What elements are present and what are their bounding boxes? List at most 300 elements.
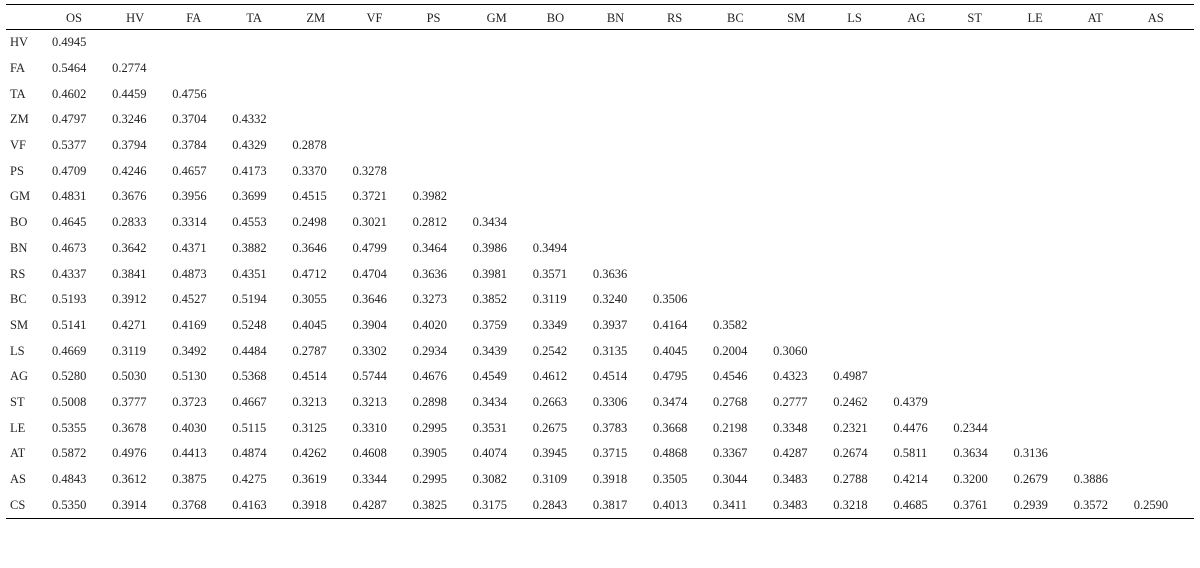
matrix-cell: 0.3875 [172,472,207,487]
matrix-cell: 0.3777 [112,394,147,409]
matrix-cell: 0.4323 [773,369,808,384]
matrix-cell: 0.3349 [532,317,568,332]
table-row [6,415,1194,441]
matrix-cell: 0.4976 [112,446,147,461]
matrix-cell [893,338,953,364]
matrix-cell: 0.3619 [292,472,327,487]
matrix-cell: 0.3021 [352,215,387,230]
matrix-cell [413,81,473,107]
matrix-cell: 0.5350 [52,497,87,512]
matrix-cell [1014,133,1074,159]
matrix-cell [773,287,833,313]
table-row [6,81,1194,107]
column-header: AS [1147,10,1164,25]
matrix-cell: 0.2198 [713,420,748,435]
matrix-cell: 0.3761 [953,497,988,512]
header-row [6,5,1194,30]
matrix-cell [1134,107,1194,133]
matrix-cell [833,338,893,364]
matrix-cell [893,81,953,107]
matrix-cell: 0.4799 [352,240,387,255]
matrix-cell: 0.3886 [1073,472,1108,487]
matrix-cell: 0.3411 [713,497,747,512]
matrix-cell [893,30,953,56]
matrix-cell: 0.3213 [292,394,327,409]
matrix-cell [1074,30,1134,56]
matrix-cell: 0.3721 [352,189,387,204]
matrix-cell [413,56,473,82]
matrix-cell: 0.2898 [412,394,447,409]
matrix-cell [653,81,713,107]
matrix-cell [953,261,1013,287]
row-label: RS [10,266,26,281]
matrix-cell [893,184,953,210]
matrix-cell [593,133,653,159]
matrix-cell: 0.3918 [592,472,628,487]
matrix-cell [773,30,833,56]
matrix-cell: 0.4987 [833,369,868,384]
matrix-cell [653,261,713,287]
matrix-cell [1014,364,1074,390]
matrix-cell [352,30,412,56]
matrix-cell [773,210,833,236]
table-row [6,236,1194,262]
matrix-cell: 0.5248 [232,317,267,332]
matrix-cell [473,184,533,210]
matrix-cell: 0.3246 [112,112,147,127]
matrix-cell: 0.3981 [472,266,508,281]
matrix-cell: 0.4337 [52,266,87,281]
matrix-cell [713,287,773,313]
matrix-cell: 0.3213 [352,394,387,409]
table-row [6,133,1194,159]
matrix-cell: 0.5280 [52,369,87,384]
matrix-cell: 0.3348 [773,420,808,435]
matrix-cell [1134,30,1194,56]
matrix-cell: 0.3676 [112,189,147,204]
matrix-cell [953,313,1013,339]
matrix-cell: 0.4553 [232,215,267,230]
column-header: FA [186,10,202,25]
table-row [6,56,1194,82]
matrix-cell [773,107,833,133]
column-header: TA [246,10,262,25]
row-label: BN [10,240,28,255]
column-header: OS [66,10,82,25]
matrix-cell: 0.3668 [652,420,688,435]
matrix-cell: 0.4831 [52,189,87,204]
matrix-cell: 0.3310 [352,420,387,435]
row-label: AS [10,472,26,487]
matrix-cell: 0.4459 [112,86,147,101]
matrix-cell: 0.3912 [112,292,147,307]
matrix-cell: 0.3636 [412,266,447,281]
matrix-cell [893,236,953,262]
matrix-cell [953,338,1013,364]
matrix-cell: 0.3636 [592,266,628,281]
matrix-cell [1134,184,1194,210]
matrix-cell [1074,184,1134,210]
matrix-cell: 0.2679 [1013,472,1048,487]
matrix-cell [713,158,773,184]
matrix-cell [1074,81,1134,107]
matrix-cell: 0.4173 [232,163,267,178]
matrix-cell: 0.4602 [52,86,87,101]
matrix-cell: 0.3044 [713,472,748,487]
matrix-cell: 0.4874 [232,446,267,461]
matrix-cell [1074,364,1134,390]
matrix-cell: 0.3302 [352,343,387,358]
matrix-cell [953,56,1013,82]
matrix-cell: 0.3494 [532,240,568,255]
matrix-cell: 0.2843 [532,497,568,512]
matrix-cell [1134,313,1194,339]
row-label: LE [10,420,26,435]
matrix-cell [953,158,1013,184]
matrix-cell [1134,56,1194,82]
matrix-cell: 0.2833 [112,215,147,230]
matrix-cell [893,287,953,313]
matrix-cell: 0.4246 [112,163,147,178]
matrix-cell [1074,158,1134,184]
matrix-cell [1134,338,1194,364]
matrix-cell: 0.4045 [292,317,327,332]
matrix-cell [1074,441,1134,467]
matrix-cell: 0.2787 [292,343,327,358]
row-label: LS [10,343,25,358]
table-row [6,313,1194,339]
matrix-cell: 0.2321 [833,420,868,435]
matrix-cell [1134,364,1194,390]
matrix-cell [1134,441,1194,467]
matrix-cell: 0.4045 [652,343,688,358]
matrix-cell: 0.4030 [172,420,207,435]
table-row [6,364,1194,390]
matrix-cell [653,158,713,184]
matrix-cell: 0.3240 [592,292,628,307]
matrix-cell [232,30,292,56]
matrix-cell: 0.4163 [232,497,267,512]
matrix-cell [533,158,593,184]
matrix-cell: 0.3439 [472,343,508,358]
matrix-cell: 0.3918 [292,497,327,512]
matrix-cell [1014,313,1074,339]
matrix-cell [833,184,893,210]
matrix-cell: 0.3646 [292,240,327,255]
matrix-cell [953,30,1013,56]
column-header: SM [787,10,806,25]
matrix-cell [1074,210,1134,236]
matrix-cell [1074,261,1134,287]
table-row [6,492,1194,518]
matrix-cell: 0.4169 [172,317,207,332]
row-label: GM [10,189,31,204]
column-header: AT [1087,10,1103,25]
matrix-cell: 0.5377 [52,138,87,153]
matrix-cell: 0.5194 [232,292,267,307]
matrix-cell: 0.3723 [172,394,207,409]
matrix-cell: 0.3464 [412,240,447,255]
matrix-cell [593,107,653,133]
matrix-cell: 0.4709 [52,163,87,178]
matrix-cell: 0.2675 [532,420,568,435]
table-header [6,5,1194,30]
column-header: LS [847,10,862,25]
row-label: FA [10,61,26,76]
matrix-cell: 0.3759 [472,317,508,332]
matrix-cell: 0.2004 [713,343,748,358]
matrix-cell: 0.4271 [112,317,147,332]
matrix-cell: 0.2939 [1013,497,1048,512]
matrix-cell: 0.4843 [52,472,87,487]
matrix-cell [352,133,412,159]
matrix-cell [893,107,953,133]
matrix-cell [473,133,533,159]
column-header: VF [366,10,383,25]
matrix-cell [833,313,893,339]
column-header: RS [666,10,683,25]
matrix-cell: 0.3119 [112,343,147,358]
matrix-cell [953,287,1013,313]
matrix-cell: 0.4676 [412,369,447,384]
matrix-cell: 0.4514 [592,369,628,384]
matrix-cell: 0.3841 [112,266,147,281]
matrix-cell [1014,415,1074,441]
matrix-cell: 0.5355 [52,420,87,435]
matrix-cell [773,313,833,339]
matrix-cell: 0.3986 [472,240,508,255]
matrix-cell [653,107,713,133]
matrix-cell: 0.3914 [112,497,147,512]
matrix-cell: 0.3135 [592,343,628,358]
matrix-cell [893,364,953,390]
matrix-cell: 0.3904 [352,317,387,332]
matrix-cell [1014,30,1074,56]
matrix-cell [1014,184,1074,210]
matrix-cell: 0.4546 [713,369,748,384]
matrix-cell: 0.4868 [652,446,688,461]
matrix-cell [713,236,773,262]
column-header: LE [1027,10,1043,25]
matrix-cell: 0.3505 [652,472,688,487]
matrix-cell [833,158,893,184]
matrix-cell: 0.4685 [893,497,928,512]
matrix-cell [893,56,953,82]
matrix-cell: 0.3273 [412,292,447,307]
row-label: CS [10,497,26,512]
matrix-cell [473,158,533,184]
matrix-cell: 0.3572 [1073,497,1108,512]
table-row [6,338,1194,364]
matrix-cell [533,184,593,210]
matrix-cell [1014,390,1074,416]
matrix-cell: 0.5115 [232,420,267,435]
matrix-cell: 0.4074 [472,446,508,461]
matrix-cell [1074,56,1134,82]
matrix-cell [413,133,473,159]
matrix-cell: 0.4514 [292,369,327,384]
matrix-cell: 0.3715 [592,446,628,461]
matrix-cell [833,107,893,133]
matrix-cell: 0.4476 [893,420,928,435]
matrix-cell: 0.3367 [713,446,748,461]
matrix-cell: 0.3825 [412,497,447,512]
row-label: ZM [10,112,29,127]
matrix-cell: 0.2663 [532,394,568,409]
column-header: ST [967,10,982,25]
column-header: BC [727,10,744,25]
matrix-cell [1014,210,1074,236]
matrix-cell: 0.4612 [532,369,568,384]
table-body [6,30,1194,519]
matrix-cell [1014,236,1074,262]
matrix-cell [1074,133,1134,159]
matrix-cell: 0.4484 [232,343,267,358]
matrix-cell: 0.4667 [232,394,267,409]
matrix-cell: 0.3218 [833,497,868,512]
table-row [6,287,1194,313]
matrix-cell [593,236,653,262]
matrix-cell [1014,56,1074,82]
matrix-cell [1014,261,1074,287]
matrix-cell [713,107,773,133]
matrix-cell [833,261,893,287]
matrix-cell: 0.4608 [352,446,387,461]
matrix-cell [833,56,893,82]
matrix-cell: 0.3119 [532,292,567,307]
matrix-cell: 0.4351 [232,266,267,281]
matrix-cell: 0.2768 [713,394,748,409]
matrix-cell [1134,261,1194,287]
row-label: ST [10,394,25,409]
matrix-cell: 0.2934 [412,343,447,358]
matrix-cell [893,133,953,159]
matrix-cell [1134,390,1194,416]
matrix-cell: 0.5368 [232,369,267,384]
matrix-cell: 0.3434 [472,215,508,230]
matrix-cell [533,56,593,82]
table-row [6,390,1194,416]
matrix-cell: 0.3678 [112,420,147,435]
matrix-cell: 0.4013 [652,497,688,512]
row-label: TA [10,86,26,101]
matrix-cell: 0.3817 [592,497,628,512]
matrix-cell [833,287,893,313]
matrix-cell [893,158,953,184]
matrix-cell: 0.3492 [172,343,207,358]
matrix-cell: 0.4413 [172,446,207,461]
matrix-cell [833,236,893,262]
matrix-cell: 0.4797 [52,112,87,127]
matrix-cell [1134,236,1194,262]
matrix-cell: 0.2774 [112,61,147,76]
matrix-cell [292,30,352,56]
matrix-cell [112,30,172,56]
matrix-cell: 0.4329 [232,138,267,153]
matrix-cell: 0.3306 [592,394,628,409]
matrix-cell [533,133,593,159]
row-label: BC [10,292,27,307]
matrix-cell: 0.5872 [52,446,87,461]
table-row [6,210,1194,236]
column-header: ZM [306,10,326,25]
matrix-cell [833,210,893,236]
matrix-cell: 0.2777 [773,394,808,409]
matrix-cell: 0.3852 [472,292,508,307]
matrix-cell [593,30,653,56]
matrix-cell [953,81,1013,107]
matrix-cell [773,81,833,107]
matrix-cell [833,133,893,159]
matrix-cell: 0.3905 [412,446,447,461]
matrix-cell: 0.2995 [412,472,447,487]
matrix-cell: 0.4645 [52,215,87,230]
matrix-cell: 0.4673 [52,240,87,255]
matrix-cell: 0.4020 [412,317,447,332]
matrix-cell [953,210,1013,236]
matrix-cell [713,133,773,159]
matrix-cell [1074,338,1134,364]
matrix-cell: 0.2788 [833,472,868,487]
matrix-cell [893,261,953,287]
matrix-cell: 0.2344 [953,420,988,435]
matrix-cell: 0.3704 [172,112,207,127]
table-row [6,261,1194,287]
matrix-cell: 0.4873 [172,266,207,281]
matrix-cell: 0.3082 [472,472,508,487]
matrix-cell [773,261,833,287]
matrix-cell: 0.5130 [172,369,207,384]
matrix-cell [593,158,653,184]
matrix-cell [352,81,412,107]
matrix-cell: 0.4515 [292,189,327,204]
column-header: AG [907,10,926,25]
matrix-cell: 0.3109 [532,472,568,487]
matrix-cell [713,261,773,287]
matrix-cell: 0.4262 [292,446,327,461]
matrix-cell [533,30,593,56]
table-row [6,184,1194,210]
column-header: BN [606,10,625,25]
matrix-cell: 0.5008 [52,394,87,409]
table-row [6,467,1194,493]
matrix-cell [352,107,412,133]
matrix-cell [1074,415,1134,441]
column-header: PS [426,10,441,25]
matrix-cell: 0.3506 [652,292,688,307]
matrix-cell: 0.4795 [652,369,688,384]
matrix-cell [1014,81,1074,107]
matrix-cell [953,133,1013,159]
matrix-cell [593,81,653,107]
matrix-cell [1014,338,1074,364]
matrix-cell [1074,107,1134,133]
matrix-cell: 0.3612 [112,472,147,487]
matrix-cell: 0.5464 [52,61,87,76]
matrix-cell: 0.3278 [352,163,387,178]
matrix-cell [713,56,773,82]
matrix-cell [653,184,713,210]
matrix-cell [473,30,533,56]
matrix-cell: 0.4945 [52,35,87,50]
matrix-cell: 0.3882 [232,240,267,255]
matrix-cell [953,184,1013,210]
row-label: VF [10,138,26,153]
matrix-cell [773,56,833,82]
matrix-cell [292,56,352,82]
matrix-cell [1074,313,1134,339]
matrix-cell [1074,236,1134,262]
